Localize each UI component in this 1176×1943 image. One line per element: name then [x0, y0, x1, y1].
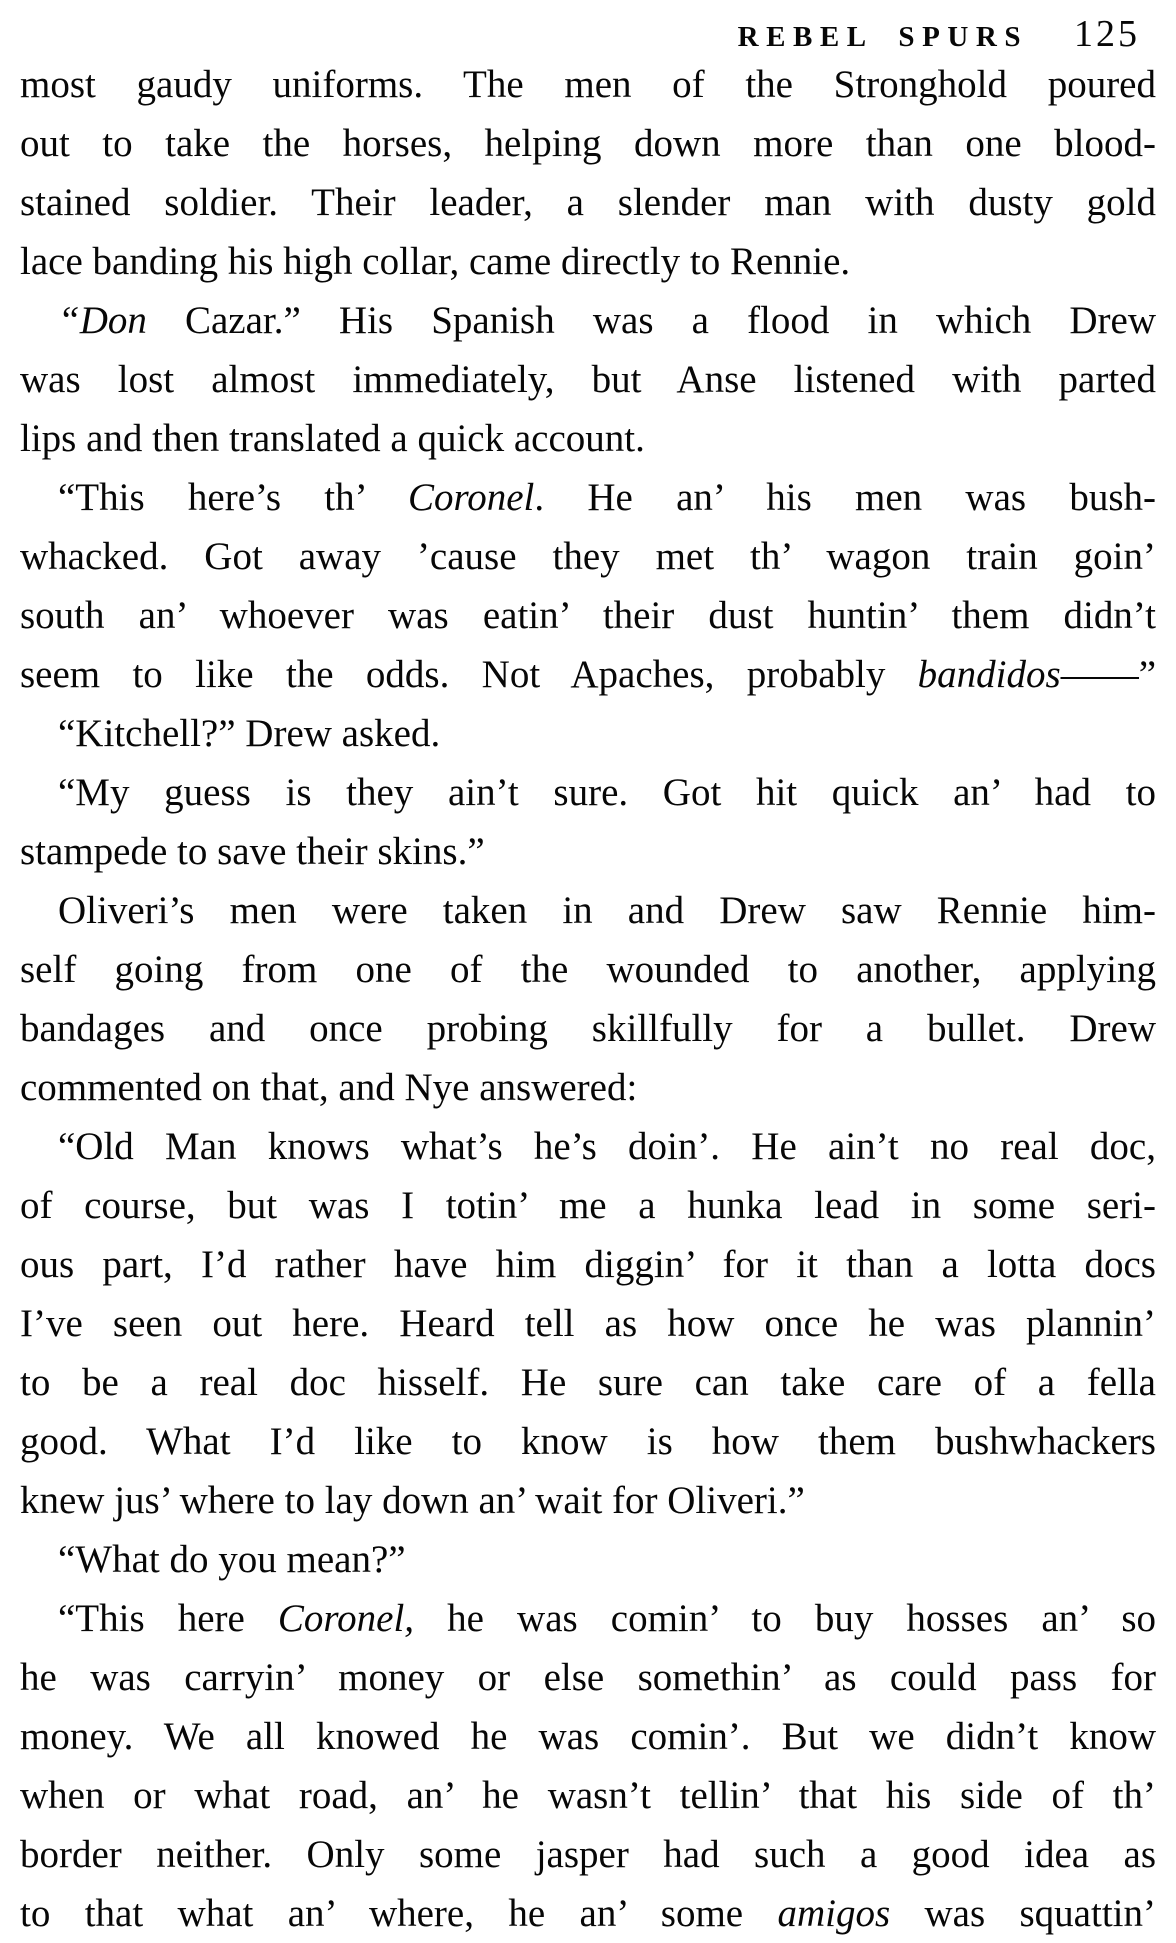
- text-line: [20, 1412, 1156, 1471]
- text-line: [20, 527, 1156, 586]
- text-segment: “This here: [58, 1597, 278, 1640]
- text-segment: commented on that, and Nye answered:: [20, 1066, 638, 1109]
- text-line: [20, 1707, 1156, 1766]
- text-segment: money. We all knowed he was comin’. But we didn’t know: [20, 1715, 1156, 1758]
- text-segment: Oliveri’s men were taken in and Drew saw Rennie him-: [58, 889, 1156, 932]
- text-line: [20, 881, 1156, 940]
- text-segment: he was carryin’ money or else somethin’ as could pass for: [20, 1656, 1156, 1699]
- text-segment: ous part, I’d rather have him diggin’ for it than a lotta docs: [20, 1243, 1156, 1286]
- text-segment: self going from one of the wounded to another, applying: [20, 948, 1156, 991]
- text-segment: when or what road, an’ he wasn’t tellin’ that his side of th’: [20, 1774, 1156, 1817]
- text-line: [20, 1530, 1156, 1589]
- text-line: [20, 409, 1156, 468]
- text-line: [20, 1294, 1156, 1353]
- text-line: [20, 1825, 1156, 1884]
- italic-text-segment: Coronel: [407, 476, 535, 519]
- text-segment: . He an’ his men was bush-: [534, 476, 1156, 519]
- running-title: REBEL SPURS: [737, 21, 1028, 53]
- text-line: [20, 940, 1156, 999]
- text-line: [20, 1058, 1156, 1117]
- text-line: [20, 704, 1156, 763]
- text-segment: stampede to save their skins.”: [20, 830, 485, 873]
- text-segment: he was comin’ to buy hosses an’ so: [414, 1597, 1156, 1640]
- text-segment: whacked. Got away ’cause they met th’ wagon train goin’: [20, 535, 1156, 578]
- text-line: [20, 1766, 1156, 1825]
- text-segment: I’ve seen out here. Heard tell as how once he was plannin’: [20, 1302, 1156, 1345]
- page-body: [20, 55, 1156, 1943]
- text-segment: “Kitchell?” Drew asked.: [58, 712, 441, 755]
- text-segment: border neither. Only some jasper had such a good idea as: [20, 1833, 1156, 1876]
- text-line: [20, 55, 1156, 114]
- italic-text-segment: Coronel,: [277, 1597, 415, 1640]
- text-segment: “This here’s th’: [58, 476, 408, 519]
- text-line: [20, 1884, 1156, 1943]
- text-segment: ——”: [1060, 653, 1156, 696]
- text-segment: bandages and once probing skillfully for a bullet. Drew: [20, 1007, 1156, 1050]
- text-line: [20, 1235, 1156, 1294]
- text-segment: was squattin’: [890, 1892, 1156, 1935]
- text-segment: lips and then translated a quick account.: [20, 417, 645, 460]
- text-segment: south an’ whoever was eatin’ their dust huntin’ them didn’t: [20, 594, 1156, 637]
- text-segment: “My guess is they ain’t sure. Got hit quick an’ had to: [58, 771, 1156, 814]
- italic-text-segment: “Don: [58, 299, 147, 342]
- text-line: [20, 1353, 1156, 1412]
- page-number: 125: [1074, 13, 1140, 55]
- text-line: [20, 350, 1156, 409]
- text-line: [20, 1471, 1156, 1530]
- italic-text-segment: bandidos: [917, 653, 1061, 696]
- text-line: [20, 822, 1156, 881]
- text-line: [20, 291, 1156, 350]
- text-line: [20, 763, 1156, 822]
- text-segment: to that what an’ where, he an’ some: [20, 1892, 778, 1935]
- text-segment: Cazar.” His Spanish was a flood in which Drew: [146, 299, 1156, 342]
- text-segment: most gaudy uniforms. The men of the Stronghold poured: [20, 63, 1156, 106]
- running-header: [0, 12, 1140, 56]
- text-segment: good. What I’d like to know is how them bushwhackers: [20, 1420, 1156, 1463]
- text-segment: lace banding his high collar, came directly to Rennie.: [20, 240, 851, 283]
- text-line: [20, 468, 1156, 527]
- text-line: [20, 173, 1156, 232]
- italic-text-segment: amigos: [777, 1892, 891, 1935]
- text-line: [20, 1648, 1156, 1707]
- text-line: [20, 1117, 1156, 1176]
- text-segment: of course, but was I totin’ me a hunka lead in some seri-: [20, 1184, 1156, 1227]
- text-line: [20, 232, 1156, 291]
- text-segment: was lost almost immediately, but Anse listened with parted: [20, 358, 1156, 401]
- text-line: [20, 999, 1156, 1058]
- text-segment: “Old Man knows what’s he’s doin’. He ain’t no real doc,: [58, 1125, 1156, 1168]
- text-segment: knew jus’ where to lay down an’ wait for Oliveri.”: [20, 1479, 805, 1522]
- text-line: [20, 1589, 1156, 1648]
- text-line: [20, 114, 1156, 173]
- text-line: [20, 586, 1156, 645]
- text-line: [20, 645, 1156, 704]
- text-segment: “What do you mean?”: [58, 1538, 406, 1581]
- text-segment: to be a real doc hisself. He sure can take care of a fella: [20, 1361, 1156, 1404]
- text-segment: stained soldier. Their leader, a slender man with dusty gold: [20, 181, 1156, 224]
- text-segment: out to take the horses, helping down more than one blood-: [20, 122, 1156, 165]
- text-line: [20, 1176, 1156, 1235]
- text-segment: seem to like the odds. Not Apaches, probably: [20, 653, 918, 696]
